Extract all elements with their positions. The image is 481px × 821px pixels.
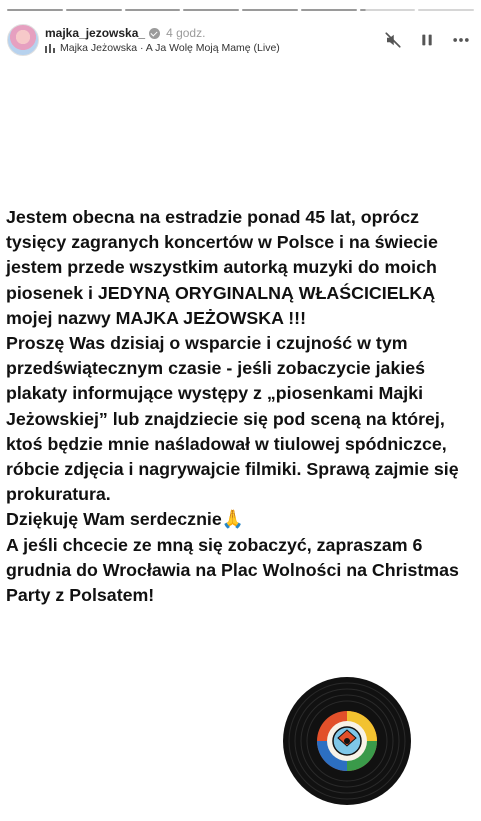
speaker-muted-icon[interactable]	[383, 30, 403, 50]
avatar[interactable]	[7, 24, 39, 56]
progress-segment	[7, 9, 63, 11]
progress-segment	[301, 9, 357, 11]
story-meta	[45, 26, 280, 54]
story-paragraph-request: Proszę Was dzisiaj o wsparcie i czujność w tym przedświątecznym czasie - jeśli zobaczycie jakieś plakaty informujące występy z „piosenkami Majki Jeżowskiej” lub znajdziecie się pod sceną na której, ktoś będzie mnie naśladował w tiulowej spódniczce, róbcie zdjęcia i nagrywajcie filmiki. Sprawą zajmie się prokuratura.	[6, 333, 459, 505]
verified-badge-icon	[149, 28, 160, 39]
music-line[interactable]	[45, 42, 280, 54]
progress-segment	[418, 9, 474, 11]
story-paragraph-thanks	[6, 507, 476, 532]
user-line	[45, 26, 280, 40]
song-title: Majka Jeżowska · A Ja Wolę Moją Mamę (Live)	[60, 42, 280, 54]
music-bars-icon	[45, 44, 55, 53]
story-controls	[383, 30, 471, 50]
story-paragraph-intro: Jestem obecna na estradzie ponad 45 lat, oprócz tysięcy zagranych koncertów w Polsce i na świecie jestem przede wszystkim autorką muzyki do moich piosenek i JEDYNĄ ORYGINALNĄ WŁAŚCICIELKĄ mojej nazwy MAJKA JEŻOWSKA !!!	[6, 207, 438, 328]
more-horizontal-icon[interactable]	[451, 30, 471, 50]
story-text	[6, 205, 476, 608]
progress-segment	[66, 9, 122, 11]
vinyl-record-sticker[interactable]	[282, 676, 412, 806]
username[interactable]: majka_jezowska_	[45, 26, 146, 40]
progress-segment	[183, 9, 239, 11]
progress-segment	[242, 9, 298, 11]
story-progress-bar	[7, 9, 474, 11]
thanks-text: Dziękuję Wam serdecznie	[6, 509, 222, 530]
story-paragraph-invite: A jeśli chcecie ze mną się zobaczyć, zapraszam 6 grudnia do Wrocławia na Plac Wolności na Christmas Party z Polsatem!	[6, 534, 459, 606]
pause-icon[interactable]	[417, 30, 437, 50]
progress-segment-current	[360, 9, 416, 11]
story-header	[7, 20, 471, 60]
praying-hands-emoji: 🙏	[221, 509, 244, 530]
post-time: 4 godz.	[166, 26, 206, 40]
progress-segment	[125, 9, 181, 11]
